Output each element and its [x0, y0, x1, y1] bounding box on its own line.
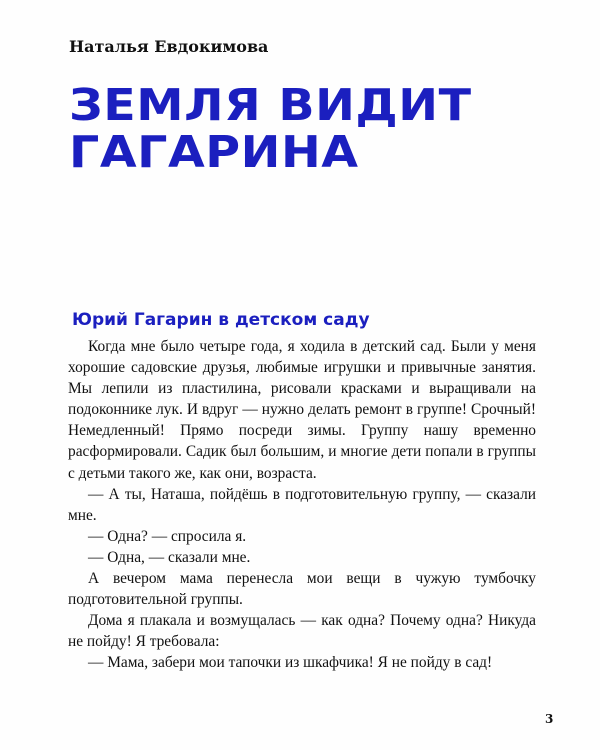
body-text: [68, 336, 536, 674]
chapter-title-line-2: ГАГАРИНА: [69, 127, 359, 178]
paragraph: — Одна? — спросила я.: [88, 527, 247, 545]
chapter-title: [69, 82, 566, 176]
chapter-title-line-1: ЗЕМЛЯ ВИДИТ: [69, 80, 472, 131]
paragraph: — Одна, — сказали мне.: [88, 548, 251, 566]
author-name: Наталья Евдокимова: [69, 37, 269, 56]
paragraph: А вечером мама перенесла мои вещи в чужую тумбочку подготовительной группы.: [68, 570, 536, 609]
paragraph: — А ты, Наташа, пойдёшь в подготовительную группу, — сказали мне.: [68, 485, 536, 524]
page-number: 3: [545, 712, 554, 726]
paragraph: — Мама, забери мои тапочки из шкафчика! Я не пойду в сад!: [88, 654, 493, 672]
paragraph: Когда мне было четыре года, я ходила в детский сад. Были у меня хорошие садовские друзья, любимые игрушки и привычные занятия. Мы лепили из пластилина, рисовали красками и выращивали на подоконнике лук. И вдруг — нужно делать ремонт в группе! Срочный! Немедленный! Прямо посреди зимы. Группу нашу временно расформировали. Садик был большим, и многие дети попали в группы с детьми такого же, как они, возраста.: [68, 338, 536, 482]
paragraph: Дома я плакала и возмущалась — как одна? Почему одна? Никуда не пойду! Я требовала:: [68, 612, 536, 651]
section-heading: Юрий Гагарин в детском саду: [72, 310, 370, 330]
